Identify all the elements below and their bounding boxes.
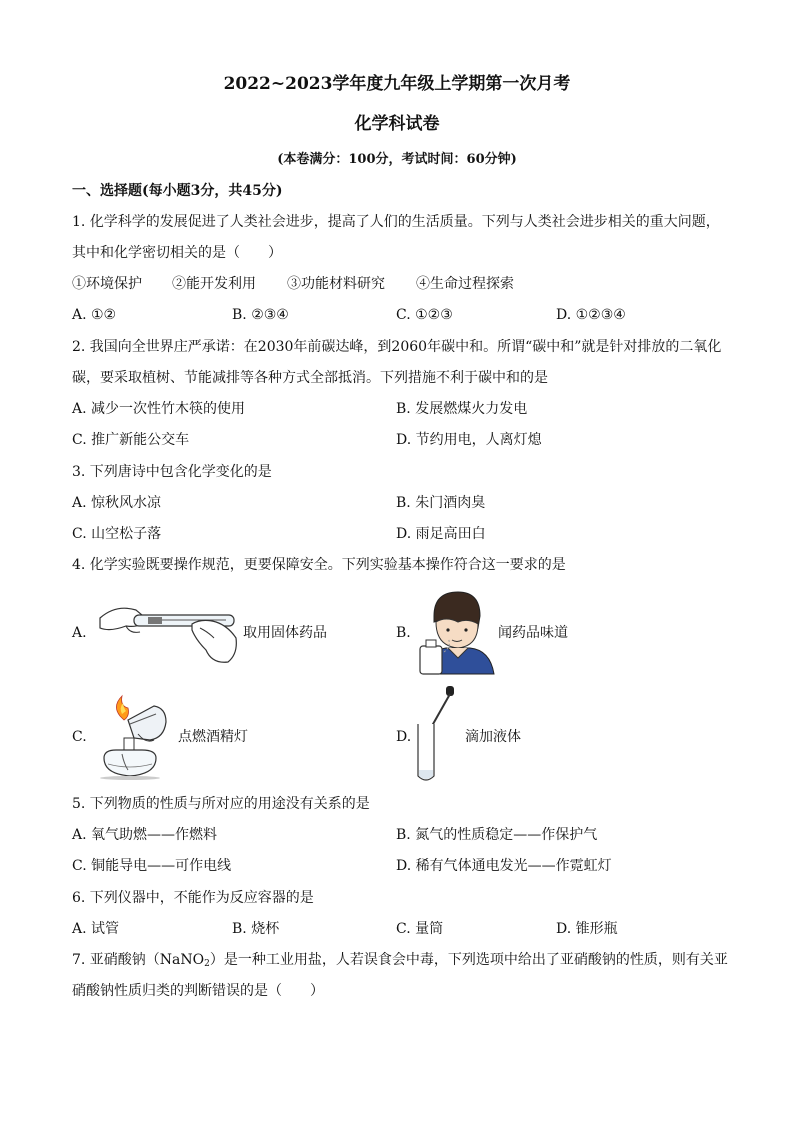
q4-option-d-caption: 滴加液体	[465, 729, 521, 745]
question-1-line-2: 其中和化学密切相关的是（ ）	[72, 245, 282, 261]
question-7-line-1	[72, 953, 728, 969]
dropper-tube-illustration	[412, 684, 460, 784]
q4-option-b-caption: 闻药品味道	[498, 625, 568, 641]
question-2-line-1: 2. 我国向全世界庄严承诺：在2030年前碳达峰，到2060年碳中和。所谓“碳中和”就是针对排放的二氧化	[72, 339, 722, 355]
exam-title: 2022~2023学年度九年级上学期第一次月考	[223, 74, 571, 94]
q6-option-d[interactable]: D. 锥形瓶	[556, 921, 618, 937]
q6-option-b[interactable]: B. 烧杯	[232, 921, 280, 937]
q4-option-d-letter[interactable]: D.	[396, 729, 412, 745]
question-6-line-1: 6. 下列仪器中，不能作为反应容器的是	[72, 890, 314, 906]
exam-meta: (本卷满分：100分，考试时间：60分钟)	[277, 152, 517, 167]
question-7-line-2: 硝酸钠性质归类的判断错误的是（ ）	[72, 983, 324, 999]
q2-option-a[interactable]: A. 减少一次性竹木筷的使用	[72, 401, 246, 417]
q1-option-c[interactable]: C. ①②③	[396, 307, 453, 323]
q7-text-b: ）是一种工业用盐，人若误食会中毒，下列选项中给出了亚硝酸钠的性质，则有关亚	[209, 952, 728, 968]
q2-option-b[interactable]: B. 发展燃煤火力发电	[396, 401, 528, 417]
question-1-line-1: 1. 化学科学的发展促进了人类社会进步，提高了人们的生活质量。下列与人类社会进步相关的重大问题，	[72, 214, 720, 230]
q4-option-c-letter[interactable]: C.	[72, 729, 87, 745]
question-4-line-1: 4. 化学实验既要操作规范，更要保障安全。下列实验基本操作符合这一要求的是	[72, 557, 566, 573]
q5-option-a[interactable]: A. 氧气助燃——作燃料	[72, 827, 218, 843]
q1-item-1: ①环境保护	[72, 276, 142, 292]
q7-text-a: 7. 亚硝酸钠（NaNO	[72, 952, 205, 968]
q2-option-d[interactable]: D. 节约用电，人离灯熄	[396, 432, 542, 448]
q3-option-d[interactable]: D. 雨足高田白	[396, 526, 486, 542]
q1-item-4: ④生命过程探索	[416, 276, 514, 292]
question-3-line-1: 3. 下列唐诗中包含化学变化的是	[72, 464, 272, 480]
smelling-reagent-illustration	[418, 588, 496, 676]
q6-option-c[interactable]: C. 量筒	[396, 921, 444, 937]
lighting-lamp-illustration	[94, 694, 176, 780]
q3-option-a[interactable]: A. 惊秋风水凉	[72, 495, 162, 511]
q1-option-b[interactable]: B. ②③④	[232, 307, 289, 323]
question-5-line-1: 5. 下列物质的性质与所对应的用途没有关系的是	[72, 796, 370, 812]
q6-option-a[interactable]: A. 试管	[72, 921, 120, 937]
q4-option-a-letter[interactable]: A.	[72, 625, 87, 641]
q1-item-3: ③功能材料研究	[287, 276, 385, 292]
q7-subscript: 2	[204, 959, 210, 969]
q4-option-c-caption: 点燃酒精灯	[178, 729, 248, 745]
q3-option-b[interactable]: B. 朱门酒肉臭	[396, 495, 486, 511]
solid-reagent-illustration	[96, 598, 244, 666]
q4-option-a-caption: 取用固体药品	[243, 625, 327, 641]
subject-title: 化学科试卷	[354, 114, 440, 134]
section-heading: 一、选择题(每小题3分，共45分)	[72, 183, 283, 199]
q5-option-c[interactable]: C. 铜能导电——可作电线	[72, 858, 232, 874]
q2-option-c[interactable]: C. 推广新能公交车	[72, 432, 190, 448]
question-2-line-2: 碳，要采取植树、节能减排等各种方式全部抵消。下列措施不利于碳中和的是	[72, 370, 548, 386]
q5-option-b[interactable]: B. 氮气的性质稳定——作保护气	[396, 827, 598, 843]
q4-option-b-letter[interactable]: B.	[396, 625, 411, 641]
q1-option-a[interactable]: A. ①②	[72, 307, 117, 323]
q1-item-2: ②能开发利用	[172, 276, 256, 292]
q3-option-c[interactable]: C. 山空松子落	[72, 526, 162, 542]
q5-option-d[interactable]: D. 稀有气体通电发光——作霓虹灯	[396, 858, 612, 874]
q1-option-d[interactable]: D. ①②③④	[556, 307, 626, 323]
